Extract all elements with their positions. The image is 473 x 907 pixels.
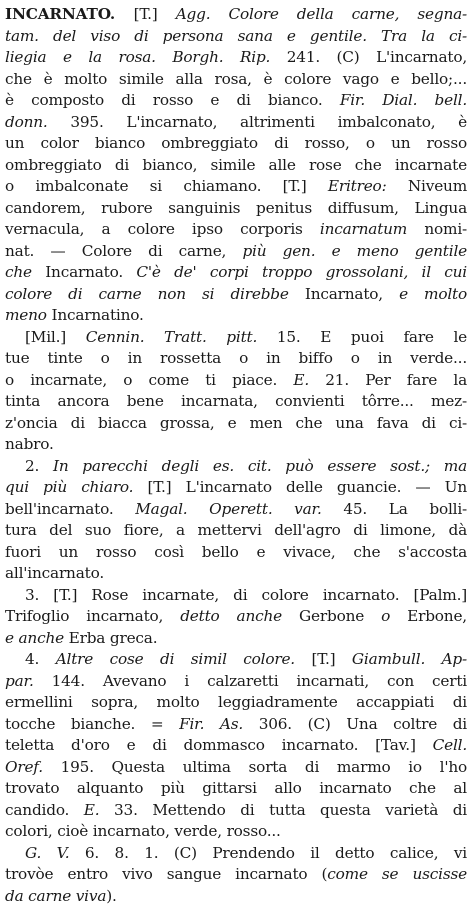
- text-segment: Magal. Operett. var.: [135, 500, 343, 518]
- text-segment: nat. — Colore di carne,: [5, 242, 242, 260]
- text-line: [5, 133, 467, 155]
- text-segment: come se uscisse: [327, 865, 467, 883]
- text-line: [5, 69, 467, 91]
- text-segment: è composto di rosso e di bianco.: [5, 91, 340, 109]
- text-segment: detto anche: [180, 607, 299, 625]
- text-line: [5, 735, 467, 757]
- text-line: [5, 563, 467, 585]
- text-segment: Cennin. Tratt. pitt.: [86, 328, 277, 346]
- text-segment: [Mil.]: [25, 328, 86, 346]
- text-segment: vernacula, a colore ipso corporis: [5, 220, 320, 238]
- text-segment: ).: [106, 887, 116, 905]
- text-line: [5, 47, 467, 69]
- text-segment: o imbalconate si chiamano. [T.]: [5, 177, 328, 195]
- text-segment: [T.] L'incarnato delle guancie. — Un: [148, 478, 468, 496]
- text-line: [5, 391, 467, 413]
- text-line: [5, 886, 467, 907]
- text-line: [5, 864, 467, 886]
- text-segment: tocche bianche. =: [5, 715, 179, 733]
- text-segment: Erbone,: [407, 607, 467, 625]
- text-line: [5, 434, 467, 456]
- text-segment: 144. Avevano i calzaretti incarnati, con certi: [52, 672, 467, 690]
- text-line: [5, 542, 467, 564]
- text-segment: INCARNATO.: [5, 5, 134, 23]
- dictionary-entry-incarnato: [5, 4, 467, 907]
- text-segment: e molto: [399, 285, 467, 303]
- text-segment: candido.: [5, 801, 84, 819]
- text-segment: 21. Per fare la: [325, 371, 467, 389]
- text-line: [5, 155, 467, 177]
- text-segment: [T.]: [134, 5, 176, 23]
- text-segment: Fir. Dial. bell.: [340, 91, 467, 109]
- text-segment: 395. L'incarnato, altrimenti imbalconato, è: [70, 113, 467, 131]
- text-segment: 2.: [25, 457, 53, 475]
- text-segment: bell'incarnato.: [5, 500, 135, 518]
- text-segment: Altre cose di simil colore.: [56, 650, 312, 668]
- text-segment: E.: [293, 371, 325, 389]
- text-segment: Niveum: [408, 177, 467, 195]
- text-line: [5, 4, 467, 26]
- text-line: [5, 456, 467, 478]
- text-segment: tinta ancora bene incarnata, convienti tôrre... mez-: [5, 392, 467, 410]
- text-segment: nabro.: [5, 435, 54, 453]
- text-line: [5, 413, 467, 435]
- text-segment: par.: [5, 672, 52, 690]
- text-segment: che: [5, 263, 45, 281]
- text-segment: Incarnato,: [305, 285, 399, 303]
- text-line: [5, 284, 467, 306]
- text-line: [5, 821, 467, 843]
- text-segment: z'oncia di biacca grossa, e men che una fava di ci-: [5, 414, 467, 432]
- text-segment: ermellini sopra, molto leggiadramente accappiati di: [5, 693, 467, 711]
- text-segment: teletta d'oro e di dommasco incarnato. [Tav.]: [5, 736, 433, 754]
- text-segment: meno: [5, 306, 51, 324]
- text-line: [5, 800, 467, 822]
- text-line: [5, 628, 467, 650]
- text-segment: 195. Questa ultima sorta di marmo io l'ho: [61, 758, 467, 776]
- text-line: [5, 606, 467, 628]
- text-segment: tura del suo fiore, a mettervi dell'agro di limone, dà: [5, 521, 467, 539]
- text-segment: C'è de' corpi troppo grossolani, il cui: [136, 263, 467, 281]
- text-line: [5, 112, 467, 134]
- text-segment: ombreggiato di bianco, simile alle rose che incarnate: [5, 156, 467, 174]
- text-segment: da carne viva: [5, 887, 106, 905]
- text-segment: Cell.: [433, 736, 467, 754]
- text-segment: Fir. As.: [179, 715, 259, 733]
- text-segment: nomi-: [407, 220, 467, 238]
- text-segment: 3. [T.] Rose incarnate, di colore incarnato. [Palm.]: [25, 586, 467, 604]
- text-line: [5, 348, 467, 370]
- text-segment: donn.: [5, 113, 70, 131]
- text-segment: 33. Mettendo di tutta questa varietà di: [114, 801, 467, 819]
- text-segment: 241. (C) L'incarnato,: [287, 48, 467, 66]
- text-segment: colori, cioè incarnato, verde, rosso...: [5, 822, 281, 840]
- text-segment: che è molto simile alla rosa, è colore vago e bello;...: [5, 70, 467, 88]
- text-segment: Incarnatino.: [51, 306, 143, 324]
- text-segment: 4.: [25, 650, 56, 668]
- text-segment: 45. La bolli-: [343, 500, 467, 518]
- text-line: [5, 757, 467, 779]
- text-segment: Eritreo:: [328, 177, 408, 195]
- text-segment: In parecchi degli es. cit. può essere sost.; ma: [53, 457, 467, 475]
- text-segment: un color bianco ombreggiato di rosso, o un rosso: [5, 134, 467, 152]
- text-segment: più gen. e meno gentile: [242, 242, 467, 260]
- text-segment: 6. 8. 1. (C) Prendendo il detto calice, vi: [85, 844, 467, 862]
- text-segment: colore di carne non si direbbe: [5, 285, 305, 303]
- text-line: [5, 714, 467, 736]
- text-segment: Agg. Colore della carne, segna-: [176, 5, 467, 23]
- text-line: [5, 198, 467, 220]
- text-line: [5, 649, 467, 671]
- text-segment: trovòe entro vivo sangue incarnato (: [5, 865, 327, 883]
- text-line: [5, 241, 467, 263]
- text-line: [5, 176, 467, 198]
- text-line: [5, 671, 467, 693]
- text-line: [5, 843, 467, 865]
- text-segment: trovato alquanto più gittarsi allo incarnato che al: [5, 779, 467, 797]
- text-line: [5, 499, 467, 521]
- text-line: [5, 370, 467, 392]
- text-line: [5, 90, 467, 112]
- text-segment: liegia e la rosa. Borgh. Rip.: [5, 48, 287, 66]
- text-segment: tue tinte o in rossetta o in biffo o in verde...: [5, 349, 467, 367]
- text-segment: o: [381, 607, 407, 625]
- text-line: [5, 520, 467, 542]
- text-segment: qui più chiaro.: [5, 478, 148, 496]
- text-segment: Gerbone: [299, 607, 381, 625]
- text-segment: Incarnato.: [45, 263, 136, 281]
- text-segment: Giambull. Ap-: [352, 650, 467, 668]
- text-line: [5, 26, 467, 48]
- text-line: [5, 585, 467, 607]
- text-segment: E.: [84, 801, 114, 819]
- text-segment: e anche: [5, 629, 69, 647]
- text-segment: [T.]: [311, 650, 351, 668]
- text-segment: G. V.: [25, 844, 85, 862]
- text-line: [5, 219, 467, 241]
- text-line: [5, 477, 467, 499]
- text-segment: candorem, rubore sanguinis penitus diffusum, Lingua: [5, 199, 467, 217]
- text-segment: tam. del viso di persona sana e gentile. Tra la ci-: [5, 27, 467, 45]
- text-segment: incarnatum: [320, 220, 407, 238]
- text-line: [5, 692, 467, 714]
- text-segment: Erba greca.: [69, 629, 158, 647]
- text-line: [5, 778, 467, 800]
- text-line: [5, 327, 467, 349]
- text-line: [5, 262, 467, 284]
- text-segment: 15. E puoi fare le: [277, 328, 467, 346]
- text-line: [5, 305, 467, 327]
- text-segment: Oref.: [5, 758, 61, 776]
- text-segment: Trifoglio incarnato,: [5, 607, 180, 625]
- text-segment: all'incarnato.: [5, 564, 104, 582]
- text-segment: o incarnate, o come ti piace.: [5, 371, 293, 389]
- text-segment: 306. (C) Una coltre di: [259, 715, 467, 733]
- text-segment: fuori un rosso così bello e vivace, che s'accosta: [5, 543, 467, 561]
